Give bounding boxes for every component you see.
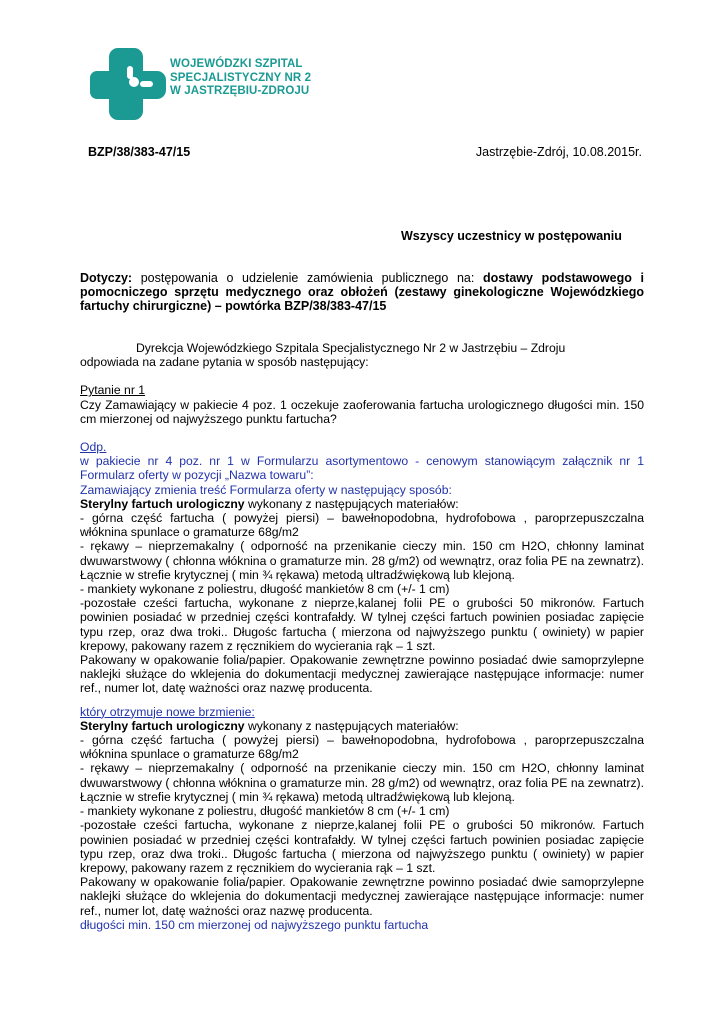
document-date: Jastrzębie-Zdrój, 10.08.2015r. (475, 145, 642, 159)
intro-line-1: Dyrekcja Wojewódzkiego Szpitala Specjalistycznego Nr 2 w Jastrzębiu – Zdroju (136, 341, 566, 355)
spec-p3: - mankiety wykonane z poliestru, długość mankietów 8 cm (+/- 1 cm) (80, 582, 450, 597)
subject-text: postępowania o udzielenie zamówienia publicznego na: (140, 271, 475, 285)
subject-paragraph (80, 271, 644, 314)
spec-p2: - rękawy – nieprzemakalny ( odporność na przenikanie cieczy min. 150 cm H2O, chłonny laminat dwuwarstwowy ( chłonna włóknina o gramaturze min. 28 g/m2) od wewnątrz, oraz folia PE na zewnatrz). Łącznie w strefie krytycznej ( min ¾ rękawa) metodą ultradźwiękową lub klejoną. (80, 539, 644, 582)
answer-line-1: w pakiecie nr 4 poz. nr 1 w Formularzu asortymentowo - cenowym stanowiącym załącznik nr 1 Formularz oferty w pozycji „Nazwa towaru”: (80, 454, 644, 483)
spec2-p3: - mankiety wykonane z poliestru, długość mankietów 8 cm (+/- 1 cm) (80, 804, 450, 819)
intro-line-2: odpowiada na zadane pytania w sposób następujący: (80, 355, 369, 370)
logo-line-1: WOJEWÓDZKI SZPITAL (170, 58, 303, 70)
spec2-p4: -pozostałe cześci fartucha, wykonane z nieprze,kalanej folii PE o grubości 50 mikronów. Fartuch powinien posiadać w przedniej części kontrafałdy. W tylnej części fartuch powinien posiadac zapięcie typu rzep, oraz dwa troki.. Długośc fartucha ( mierzona od najwyższego punktu ( owiniety) w papier krepowy, pakowany razem z ręcznikiem do wycierania rąk – 1 szt. (80, 818, 644, 875)
spec-product-2: Sterylny fartuch urologiczny (80, 718, 245, 733)
reference-number: BZP/38/383-47/15 (88, 145, 191, 159)
spec2-p5: Pakowany w opakowanie folia/papier. Opakowanie zewnętrzne powinno posiadać dwie samoprzylepne naklejki służące do wklejenia do dokumentacji medycznej zawierające następujące informacje: numer ref., numer lot, datę ważności oraz nazwę producenta. (80, 875, 644, 918)
spec-heading (80, 497, 644, 511)
spec-p1: - górna część fartucha ( powyżej piersi) – bawełnopodobna, hydrofobowa , paroprzepuszczalna włóknina spunlace o gramaturze 68g/m2 (80, 511, 644, 540)
answer-label: Odp. (80, 440, 107, 455)
spec-p5: Pakowany w opakowanie folia/papier. Opakowanie zewnętrzne powinno posiadać dwie samoprzylepne naklejki służące do wklejenia do dokumentacji medycznej zawierające następujące informacje: numer ref., numer lot, datę ważności oraz nazwę producenta. (80, 653, 644, 696)
logo-line-3: W JASTRZĘBIU-ZDROJU (170, 85, 310, 97)
spec-heading-2 (80, 719, 644, 733)
logo-text (170, 58, 311, 99)
spec-product: Sterylny fartuch urologiczny (80, 496, 245, 511)
spec2-p1: - górna część fartucha ( powyżej piersi) – bawełnopodobna, hydrofobowa , paroprzepuszczalna włóknina spunlace o gramaturze 68g/m2 (80, 733, 644, 762)
question-text: Czy Zamawiający w pakiecie 4 poz. 1 oczekuje zaoferowania fartucha urologicznego długości min. 150 cm mierzonej od najwyższego punktu fartucha? (80, 397, 644, 426)
recipient-line: Wszyscy uczestnicy w postępowaniu (401, 229, 622, 243)
subject-label: Dotyczy: (80, 271, 133, 285)
answer-extra: długości min. 150 cm mierzonej od najwyższego punktu fartucha (80, 917, 429, 932)
letter-body (80, 341, 644, 932)
spec-intro: wykonany z następujących materiałów: (247, 496, 459, 511)
spec2-p2: - rękawy – nieprzemakalny ( odporność na przenikanie cieczy min. 150 cm H2O, chłonny laminat dwuwarstwowy ( chłonna włóknina o gramaturze min. 28 g/m2) od wewnątrz, oraz folia PE na zewnatrz). Łącznie w strefie krytycznej ( min ¾ rękawa) metodą ultradźwiękową lub klejoną. (80, 761, 644, 804)
question-title: Pytanie nr 1 (80, 383, 146, 398)
new-wording-label: który otrzymuje nowe brzmienie: (80, 704, 255, 719)
subject-bold-text: dostawy podstawowego i pomocniczego sprzętu medycznego oraz obłożeń (zestawy ginekologiczne Wojewódzkiego fartuchy chirurgiczne) – powtórka BZP/38/383-47/15 (80, 271, 644, 314)
spec-p4: -pozostałe cześci fartucha, wykonane z nieprze,kalanej folii PE o grubości 50 mikronów. Fartuch powinien posiadać w przedniej części kontrafałdy. W tylnej części fartuch powinien posiadac zapięcie typu rzep, oraz dwa troki.. Długośc fartucha ( mierzona od najwyższego punktu ( owiniety) w papier krepowy, pakowany razem z ręcznikiem do wycierania rąk – 1 szt. (80, 596, 644, 653)
answer-line-2: Zamawiający zmienia treść Formularza oferty w następujący sposób: (80, 482, 452, 497)
spec-intro-2: wykonany z następujących materiałów: (247, 718, 459, 733)
logo-line-2: SPECJALISTYCZNY NR 2 (170, 71, 312, 84)
